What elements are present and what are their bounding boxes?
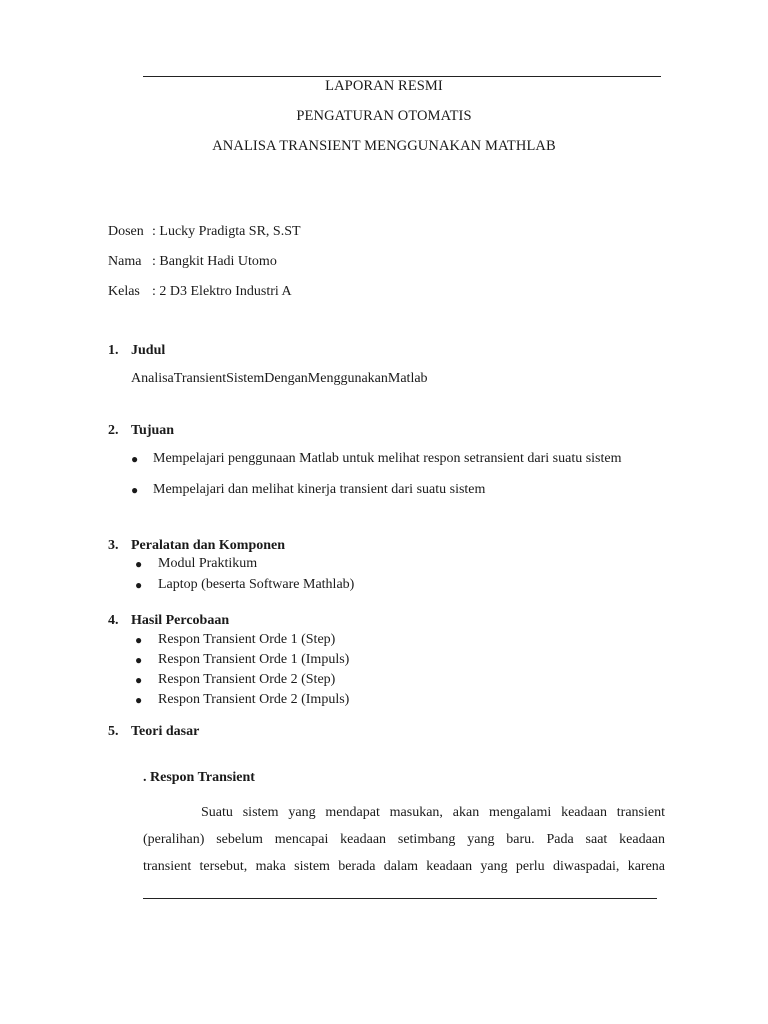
list-item: Respon Transient Orde 2 (Step)	[158, 672, 336, 687]
bullet-icon: ●	[131, 452, 139, 466]
section-4-number: 4.	[108, 613, 119, 628]
section-3-number: 3.	[108, 538, 119, 553]
section-3-title: Peralatan dan Komponen	[131, 538, 286, 553]
kelas-label: Kelas	[108, 284, 140, 299]
paragraph-line-3: transient tersebut, maka sistem berada dalam keadaan yang perlu diwaspadai, karena	[143, 859, 665, 874]
nama-value: : Bangkit Hadi Utomo	[152, 254, 277, 269]
bullet-icon: ●	[135, 673, 143, 687]
list-item: Laptop (beserta Software Mathlab)	[158, 577, 355, 592]
list-item: Mempelajari dan melihat kinerja transient dari suatu sistem	[153, 482, 486, 497]
paragraph-line-1: Suatu sistem yang mendapat masukan, akan mengalami keadaan transient	[201, 805, 665, 820]
section-1-number: 1.	[108, 343, 119, 358]
course-title: PENGATURAN OTOMATIS	[296, 108, 472, 124]
dosen-label: Dosen	[108, 224, 144, 239]
bullet-icon: ●	[135, 557, 143, 571]
list-item: Respon Transient Orde 2 (Impuls)	[158, 692, 350, 707]
bottom-rule	[143, 898, 657, 899]
subheading-respon-transient: . Respon Transient	[143, 770, 255, 785]
section-5-number: 5.	[108, 724, 119, 739]
bullet-icon: ●	[135, 653, 143, 667]
list-item: Respon Transient Orde 1 (Step)	[158, 632, 336, 647]
top-rule	[143, 76, 661, 77]
list-item: Respon Transient Orde 1 (Impuls)	[158, 652, 350, 667]
report-title: LAPORAN RESMI	[325, 78, 443, 94]
bullet-icon: ●	[135, 633, 143, 647]
experiment-title: ANALISA TRANSIENT MENGGUNAKAN MATHLAB	[212, 138, 556, 154]
dosen-value: : Lucky Pradigta SR, S.ST	[152, 224, 301, 239]
section-1-body: AnalisaTransientSistemDenganMenggunakanMatlab	[131, 371, 428, 386]
nama-label: Nama	[108, 254, 142, 269]
section-2-number: 2.	[108, 423, 119, 438]
bullet-icon: ●	[135, 693, 143, 707]
paragraph-line-2: (peralihan) sebelum mencapai keadaan setimbang yang baru. Pada saat keadaan	[143, 832, 665, 847]
bullet-icon: ●	[135, 578, 143, 592]
kelas-value: : 2 D3 Elektro Industri A	[152, 284, 292, 299]
section-4-title: Hasil Percobaan	[131, 613, 230, 628]
section-1-title: Judul	[131, 343, 166, 358]
section-2-title: Tujuan	[131, 423, 175, 438]
list-item: Modul Praktikum	[158, 556, 258, 571]
section-5-title: Teori dasar	[131, 724, 200, 739]
bullet-icon: ●	[131, 483, 139, 497]
list-item: Mempelajari penggunaan Matlab untuk melihat respon setransient dari suatu sistem	[153, 451, 622, 466]
